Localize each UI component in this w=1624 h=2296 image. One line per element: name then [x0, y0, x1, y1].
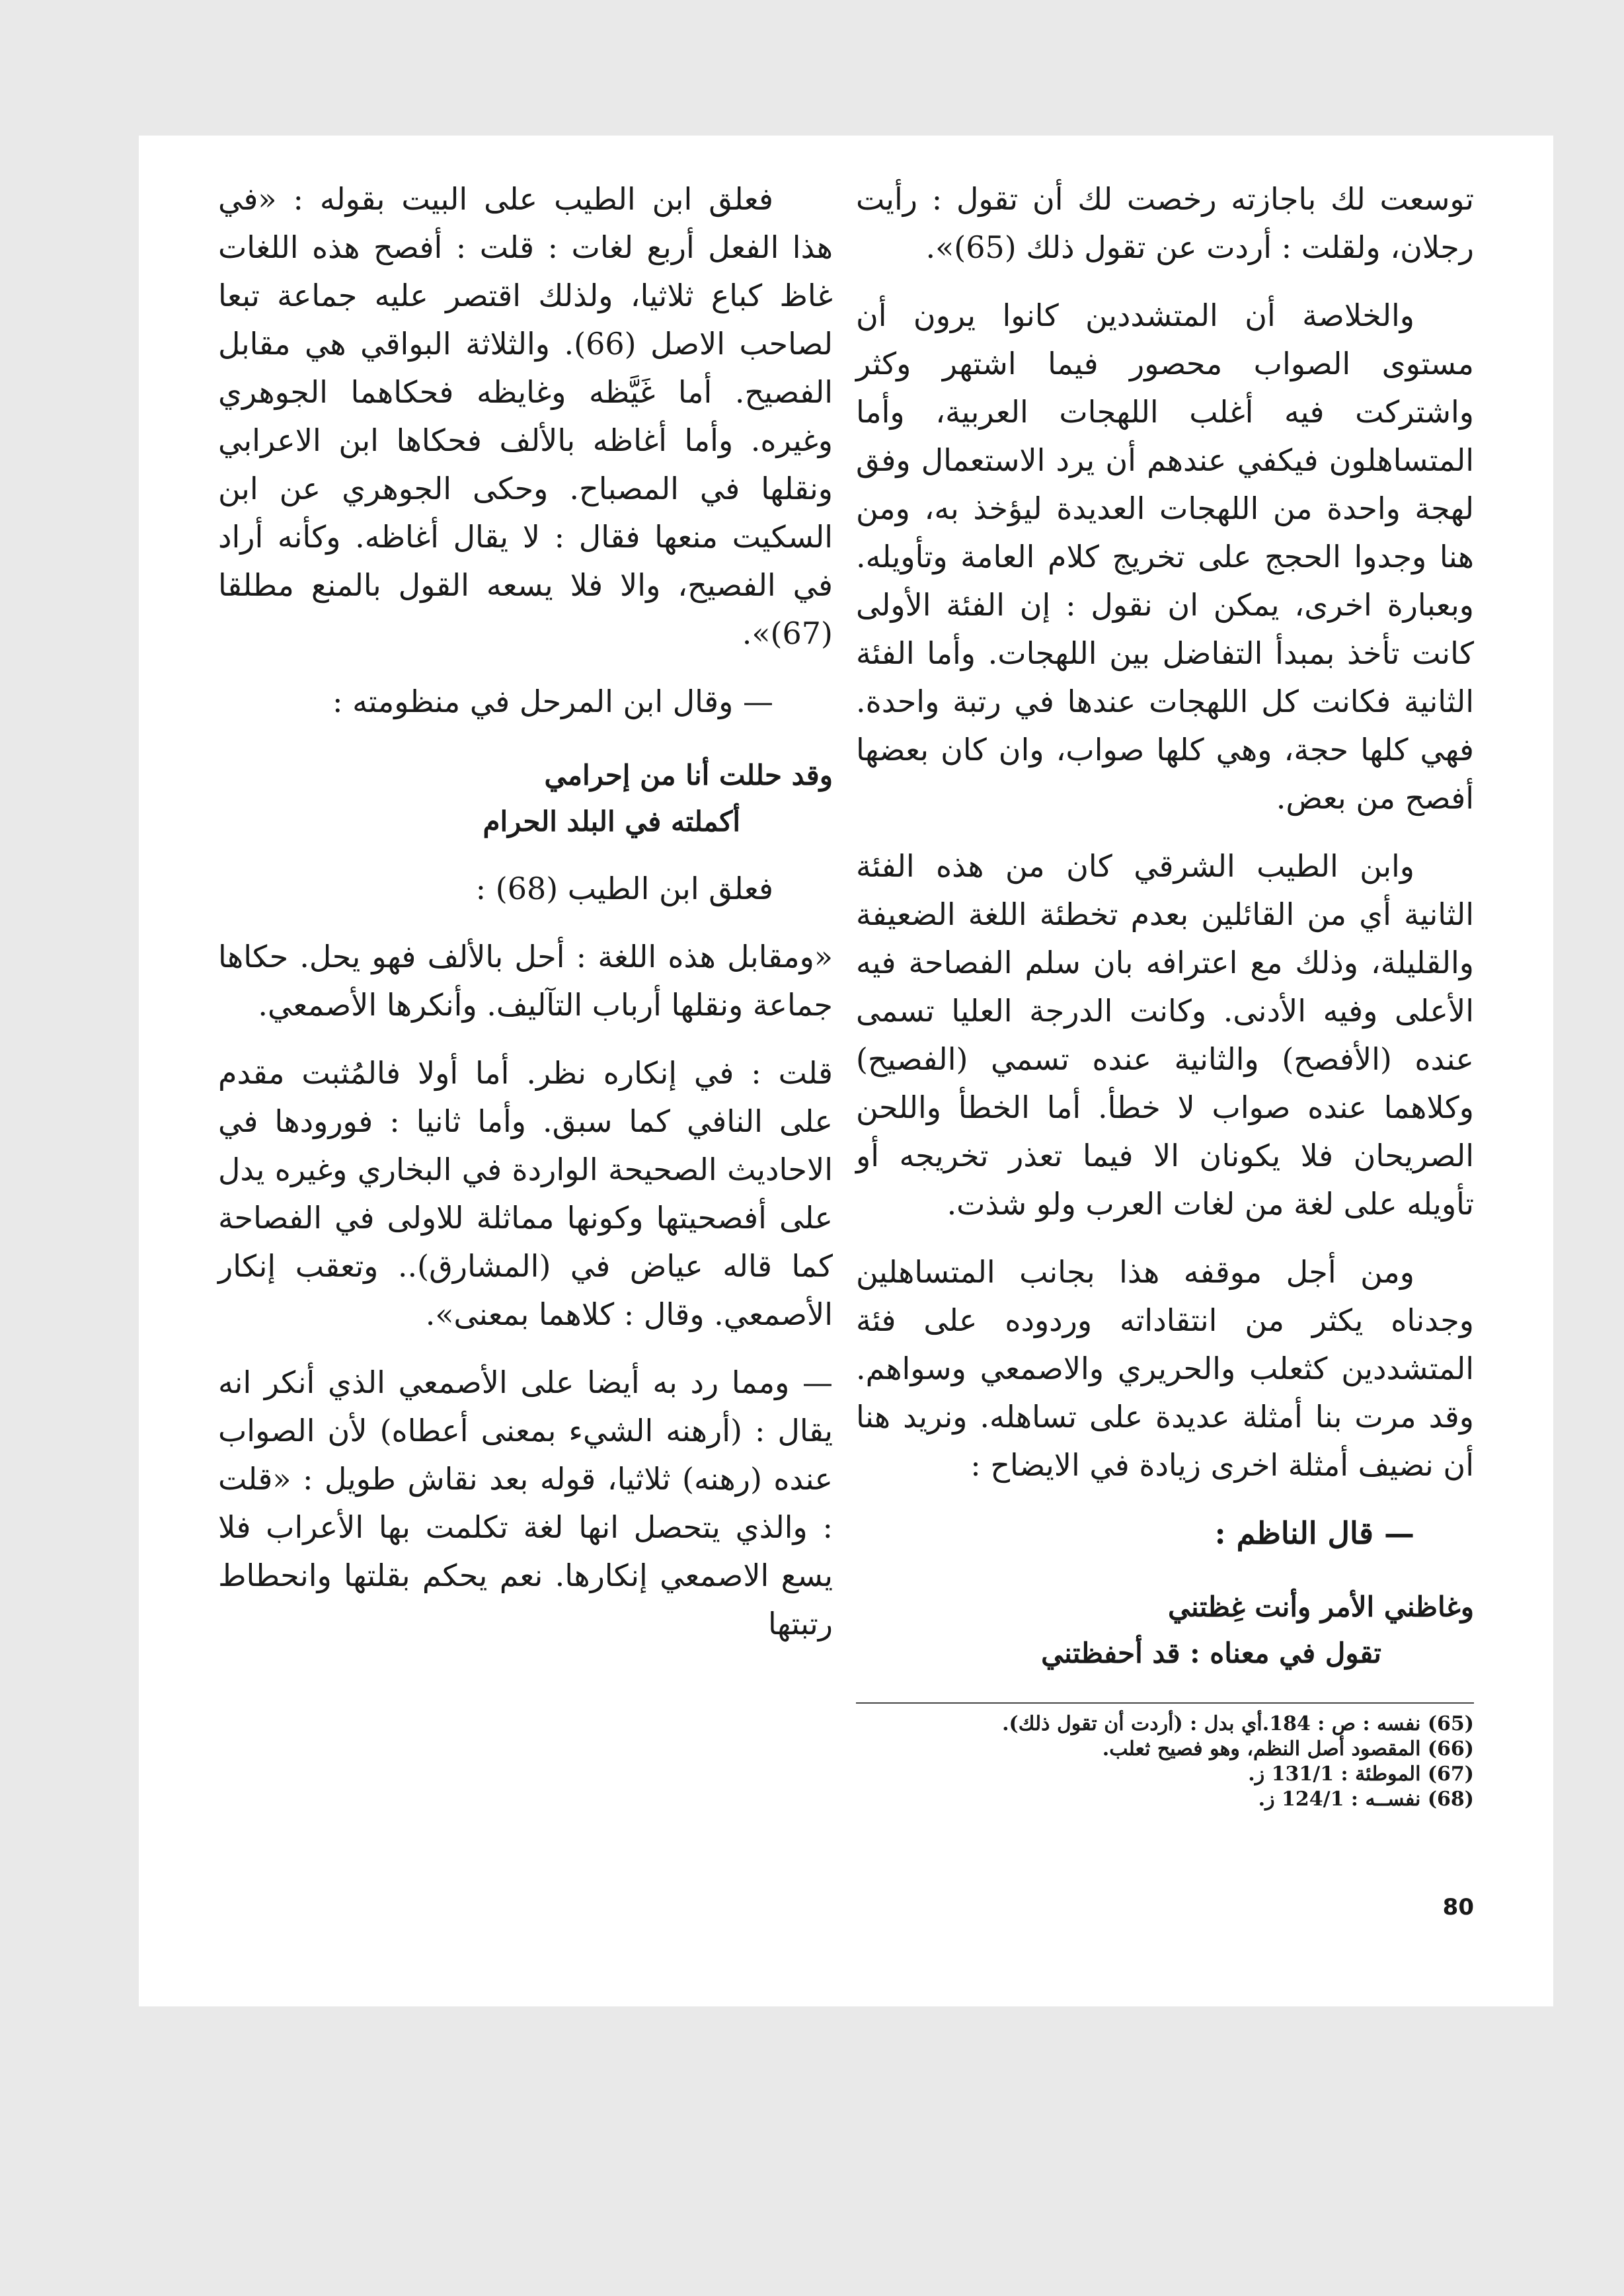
document-page [139, 136, 1553, 2006]
paragraph: — قال الناظم : [1214, 1515, 1414, 1551]
verse-hemistich: وغاظني الأمر وأنت غِظتني [1168, 1591, 1474, 1623]
footnote: (68) نفســه : 124/1 ز. [1258, 1788, 1474, 1811]
paragraph: فعلق ابن الطيب على البيت بقوله : «في هذا الفعل أربع لغات : قلت : أفصح هذه اللغات غاظ كباع ثلاثيا، ولذلك اقتصر عليه جماعة تبعا لصاحب الاصل (66). والثلاثة البواقي هي مقابل الفصيح. أما غَيَّظه وغايظه فحكاهما الجوهري وغيره. وأما أغاظه بالألف فحكاها ابن الاعرابي ونقلها في المصباح. وحكى الجوهري عن ابن السكيت منعها فقال : لا يقال أغاظه. وكأنه أراد في الفصيح، والا فلا يسعه القول بالمنع مطلقا (67)». [218, 181, 833, 651]
paragraph: فعلق ابن الطيب (68) : [475, 871, 773, 906]
page-number: 80 [1442, 1894, 1474, 1920]
paragraph: توسعت لك باجازته رخصت لك أن تقول : رأيت رجلان، ولقلت : أردت عن تقول ذلك (65)». [856, 181, 1474, 265]
paragraph: وابن الطيب الشرقي كان من هذه الفئة الثانية أي من القائلين بعدم تخطئة اللغة الضعيفة والقليلة، وذلك مع اعترافه بان سلم الفصاحة فيه الأعلى وفيه الأدنى. وكانت الدرجة العليا تسمى عنده (الأفصح) والثانية عنده تسمي (الفصيح) وكلاهما عنده صواب لا خطأ. أما الخطأ واللحن الصريحان فلا يكونان الا فيما تعذر تخريجه أو تأويله على لغة من لغات العرب ولو شذت. [856, 848, 1474, 1222]
footnote: (67) الموطئة : 131/1 ز. [1248, 1762, 1474, 1786]
verse-hemistich: وقد حللت أنا من إحرامي [544, 759, 833, 791]
footnotes [856, 1702, 1474, 1812]
paragraph: والخلاصة أن المتشددين كانوا يرون أن مستوى الصواب محصور فيما اشتهر وكثر واشتركت فيه أغلب اللهجات العربية، وأما المتساهلون فيكفي عندهم أن يرد الاستعمال وفق لهجة واحدة من اللهجات العديدة ليؤخذ به، ومن هنا وجدوا الحجج على تخريج كلام العامة وتأويله. وبعبارة اخرى، يمكن ان نقول : إن الفئة الأولى كانت تأخذ بمبدأ التفاضل بين اللهجات. وأما الفئة الثانية فكانت كل اللهجات عندها في رتبة واحدة. فهي كلها حجة، وهي كلها صواب، وان كان بعضها أفصح من بعض. [856, 297, 1474, 816]
verse-hemistich: أكملته في البلد الحرام [483, 805, 740, 838]
right-column [856, 175, 1474, 1696]
paragraph: — ومما رد به أيضا على الأصمعي الذي أنكر انه يقال : (أرهنه الشيء بمعنى أعطاه) لأن الصواب عنده (رهنه) ثلاثيا، قوله بعد نقاش طويل : «قلت : والذي يتحصل انها لغة تكلمت بها الأعراب فلا يسع الاصمعي إنكارها. نعم يحكم بقلتها وانحطاط رتبتها [218, 1365, 833, 1642]
left-column [218, 175, 833, 1668]
paragraph: — وقال ابن المرحل في منظومته : [332, 684, 773, 719]
verse-hemistich: تقول في معناه : قد أحفظتني [1041, 1637, 1381, 1669]
paragraph: «ومقابل هذه اللغة : أحل بالألف فهو يحل. حكاها جماعة ونقلها أرباب التآليف. وأنكرها الأصمعي. [218, 939, 833, 1023]
verse [218, 752, 833, 845]
footnote: (66) المقصود أصل النظم، وهو فصيح ثعلب. [1102, 1737, 1474, 1761]
paragraph: قلت : في إنكاره نظر. أما أولا فالمُثبت مقدم على النافي كما سبق. وأما ثانيا : فورودها في الاحاديث الصحيحة الواردة في البخاري وغيره يدل على أفصحيتها وكونها مماثلة للاولى في الفصاحة كما قاله عياض في (المشارق).. وتعقب إنكار الأصمعي. وقال : كلاهما بمعنى». [218, 1055, 833, 1332]
paragraph: ومن أجل موقفه هذا بجانب المتساهلين وجدناه يكثر من انتقاداته وردوده على فئة المتشددين كثعلب والحريري والاصمعي وسواهم. وقد مرت بنا أمثلة عديدة على تساهله. ونريد هنا أن نضيف أمثلة اخرى زيادة في الايضاح : [856, 1254, 1474, 1483]
footnote: (65) نفسه : ص : 184.أي بدل : (أردت أن تقول ذلك). [1002, 1712, 1474, 1735]
verse [856, 1584, 1474, 1677]
